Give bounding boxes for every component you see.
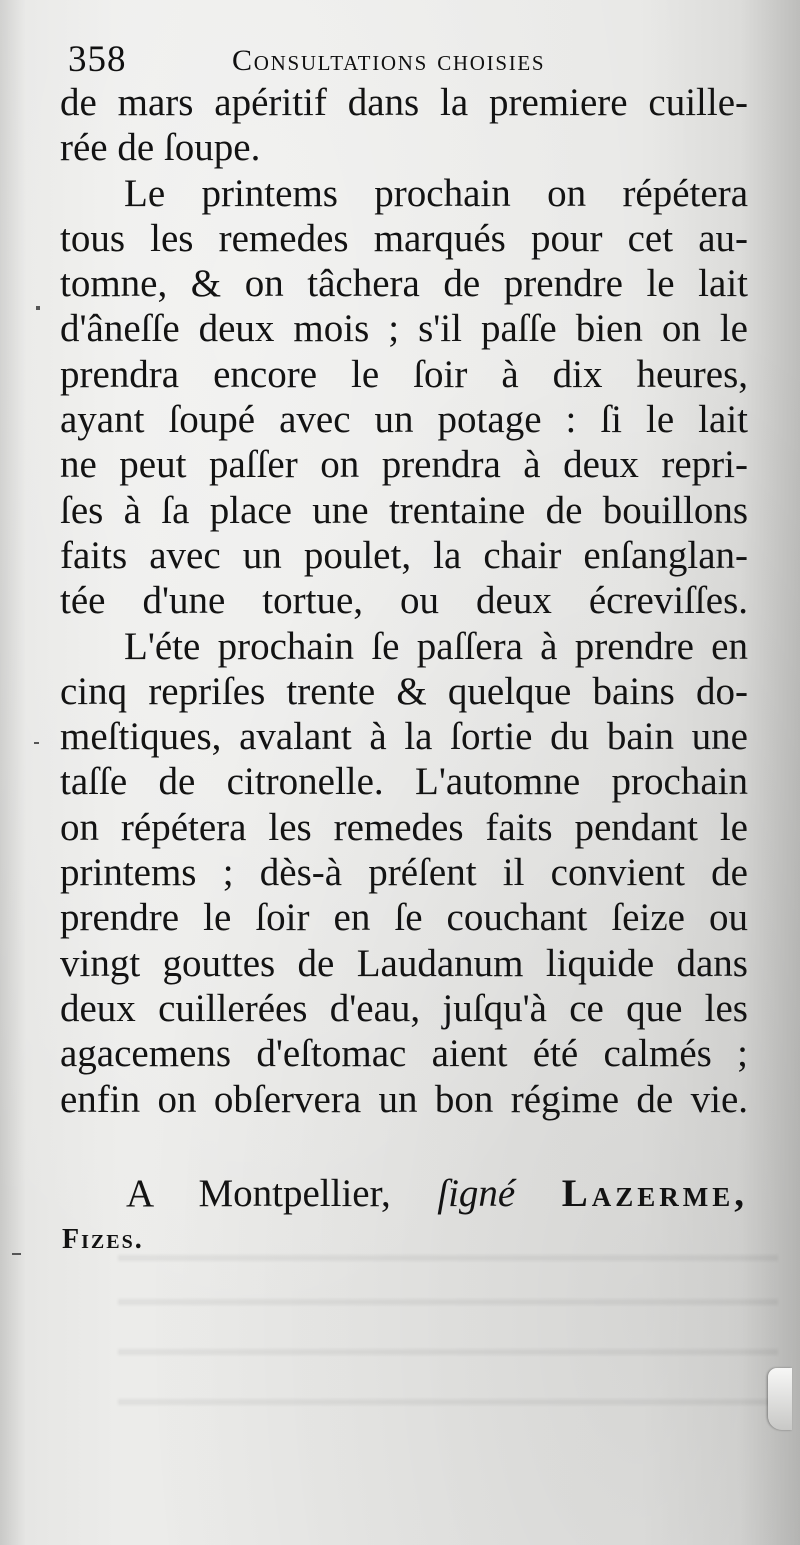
- running-header: [58, 24, 748, 84]
- text-line: printems ; dès-à préſent il convient de: [60, 851, 748, 895]
- text-line: de mars apéritif dans la premiere cuille-: [60, 81, 748, 124]
- signature-place: A Montpellier,: [126, 1172, 391, 1215]
- margin-speck: [36, 306, 40, 310]
- text-line: cinq repriſes trente & quelque bains do-: [60, 669, 748, 713]
- text-line: Le printems prochain on répétera: [124, 171, 748, 215]
- page-edge-tear: [768, 1368, 792, 1430]
- signature-name-lazerme: Lazerme,: [561, 1172, 748, 1215]
- page-number: 358: [68, 39, 127, 80]
- text-line: tée d'une tortue, ou deux écreviſſes.: [60, 579, 748, 623]
- text-line: prendra encore le ſoir à dix heures,: [60, 352, 748, 396]
- text-line: deux cuillerées d'eau, juſqu'à ce que les: [60, 986, 748, 1030]
- body-text: [60, 80, 748, 1122]
- signature-signed: ſigné: [437, 1172, 516, 1215]
- signature-line: [126, 1171, 748, 1216]
- text-line: ſes à ſa place une trentaine de bouillons: [60, 488, 748, 532]
- text-line: agacemens d'eſtomac aient été calmés ;: [60, 1032, 748, 1076]
- text-line: tous les remedes marqués pour cet au-: [60, 216, 748, 260]
- text-line: faits avec un poulet, la chair enſanglan-: [60, 533, 748, 577]
- margin-speck: [12, 1253, 21, 1255]
- text-line: enfin on obſervera un bon régime de vie.: [60, 1077, 748, 1121]
- text-line: taſſe de citronelle. L'automne prochain: [60, 760, 748, 804]
- text-line: L'éte prochain ſe paſſera à prendre en: [124, 624, 748, 668]
- text-line: on répétera les remedes faits pendant le: [60, 805, 748, 849]
- margin-speck: [34, 742, 39, 744]
- text-line: ayant ſoupé avec un potage : ſi le lait: [60, 398, 748, 442]
- signature-name-fizes: Fizes.: [62, 1224, 144, 1255]
- text-line: rée de ſoupe.: [60, 126, 261, 170]
- text-line: d'âneſſe deux mois ; s'il paſſe bien on le: [60, 307, 748, 351]
- show-through-from-reverse-page: [118, 1255, 778, 1435]
- text-line: tomne, & on tâchera de prendre le lait: [60, 262, 748, 306]
- text-line: ne peut paſſer on prendra à deux repri-: [60, 443, 748, 487]
- running-title: Consultations choisies: [232, 44, 546, 77]
- text-line: vingt gouttes de Laudanum liquide dans: [60, 941, 748, 985]
- text-line: meſtiques, avalant à la ſortie du bain une: [60, 715, 748, 759]
- text-line: prendre le ſoir en ſe couchant ſeize ou: [60, 896, 748, 940]
